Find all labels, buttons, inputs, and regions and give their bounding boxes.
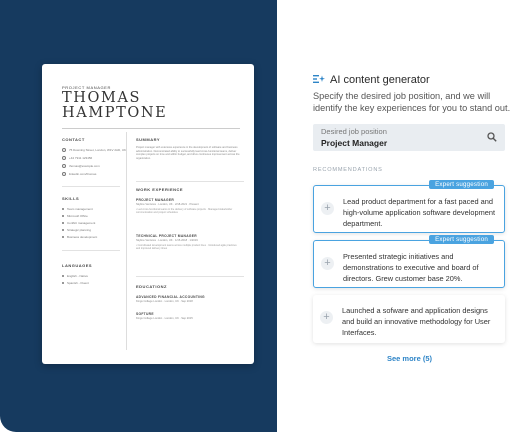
job-position-value[interactable]: Project Manager [321,138,388,148]
contact-item: thomas@example.com [62,164,100,168]
recommendation-text: Presented strategic initiatives and demonstrations to executive and board of directors. Grew customer base 20%. [343,252,479,283]
skill-item: Strategic planning [62,228,91,232]
main-divider [136,181,244,182]
email-icon [62,164,66,168]
skill-item: Team management [62,207,93,211]
contact-item: 75 Downing Street, London, W1V 2AD, UK [62,148,126,152]
job-position-field[interactable] [313,124,505,151]
sidebar-divider [62,186,120,187]
location-icon [62,148,66,152]
plus-icon[interactable]: + [320,311,333,324]
job-entry: TECHNICAL PROJECT MANAGER Skyline Ventures · London, UK · 1/15-2018 · 1/2019 • Coordinated development teams across multiple product lines · Introduced agile practices and improved delivery times [136,234,237,251]
plus-icon[interactable]: + [321,257,334,270]
expert-suggestion-badge: Expert suggestion [429,235,494,244]
ai-title: AI content generator [330,74,430,86]
ai-description: Specify the desired job position, and we will identify the key experiences for you to stand out. [313,91,511,113]
linkedin-icon [62,172,66,176]
recommendation-card[interactable] [313,295,505,343]
resume-divider [62,128,240,129]
search-icon[interactable] [487,132,497,142]
resume-preview [42,64,254,364]
skill-item: Conflict management [62,221,95,225]
languages-heading: LANGUAGES [62,263,93,268]
contact-item: linkedin.com/thomas [62,172,96,176]
see-more-link[interactable]: See more (5) [387,354,433,363]
education-heading: EDUCATIONZ [136,284,167,289]
resume-column-divider [126,132,127,350]
recommendation-card[interactable] [313,236,505,288]
recommendation-text: Launched a sofware and application designs and build an innovative methodology for User Interfaces. [342,306,491,337]
resume-role: PROJECT MANAGER [62,85,111,90]
job-position-label: Desired job position [321,127,387,136]
experience-heading: WORK EXPERIENCE [136,187,184,192]
resume-name [62,91,252,121]
summary-heading: SUMMARY [136,137,161,142]
recommendation-text: Lead product department for a fast paced and high-volume application software development department. [343,197,496,228]
education-entry: SOFTURE Kings College London · London, UK · Sep 2015 [136,312,193,320]
plus-icon[interactable]: + [321,202,334,215]
job-entry: PROJECT MANAGER Skyline Ventures · London, UK · 2/18-2021 · Present • Led cross-functional teams in the delivery of software projects · Managed stakeholder communication and project schedules [136,198,233,215]
skill-item: Business development [62,235,97,239]
resume-last-name: HAMPTONE [62,105,168,121]
summary-text: Project manager with extensive experience in the development of software and business administration. Demonstrated ability to successfully lead cross-functional teams, deliver complex projects on time and within budget, and drive continuous improvement across the organization. [136,146,240,160]
expert-suggestion-badge: Expert suggestion [429,180,494,189]
phone-icon [62,156,66,160]
ai-sparkle-list-icon [313,74,325,84]
contact-heading: CONTACT [62,137,85,142]
main-divider [136,276,244,277]
skill-item: Microsoft Office [62,214,88,218]
language-item: English - Native [62,274,88,278]
contact-item: +44 7911 123456 [62,156,92,160]
recommendation-card[interactable] [313,181,505,233]
education-entry: ADVANCED FINANCIAL ACCOUNTING Kings College London · London, UK · Sep 2018 [136,295,205,303]
recommendations-label: RECOMMENDATIONS [313,167,383,173]
sidebar-divider [62,250,120,251]
language-item: Spanish - Fluent [62,281,89,285]
resume-first-name: THOMAS [62,90,142,106]
skills-heading: SKILLS [62,196,80,201]
